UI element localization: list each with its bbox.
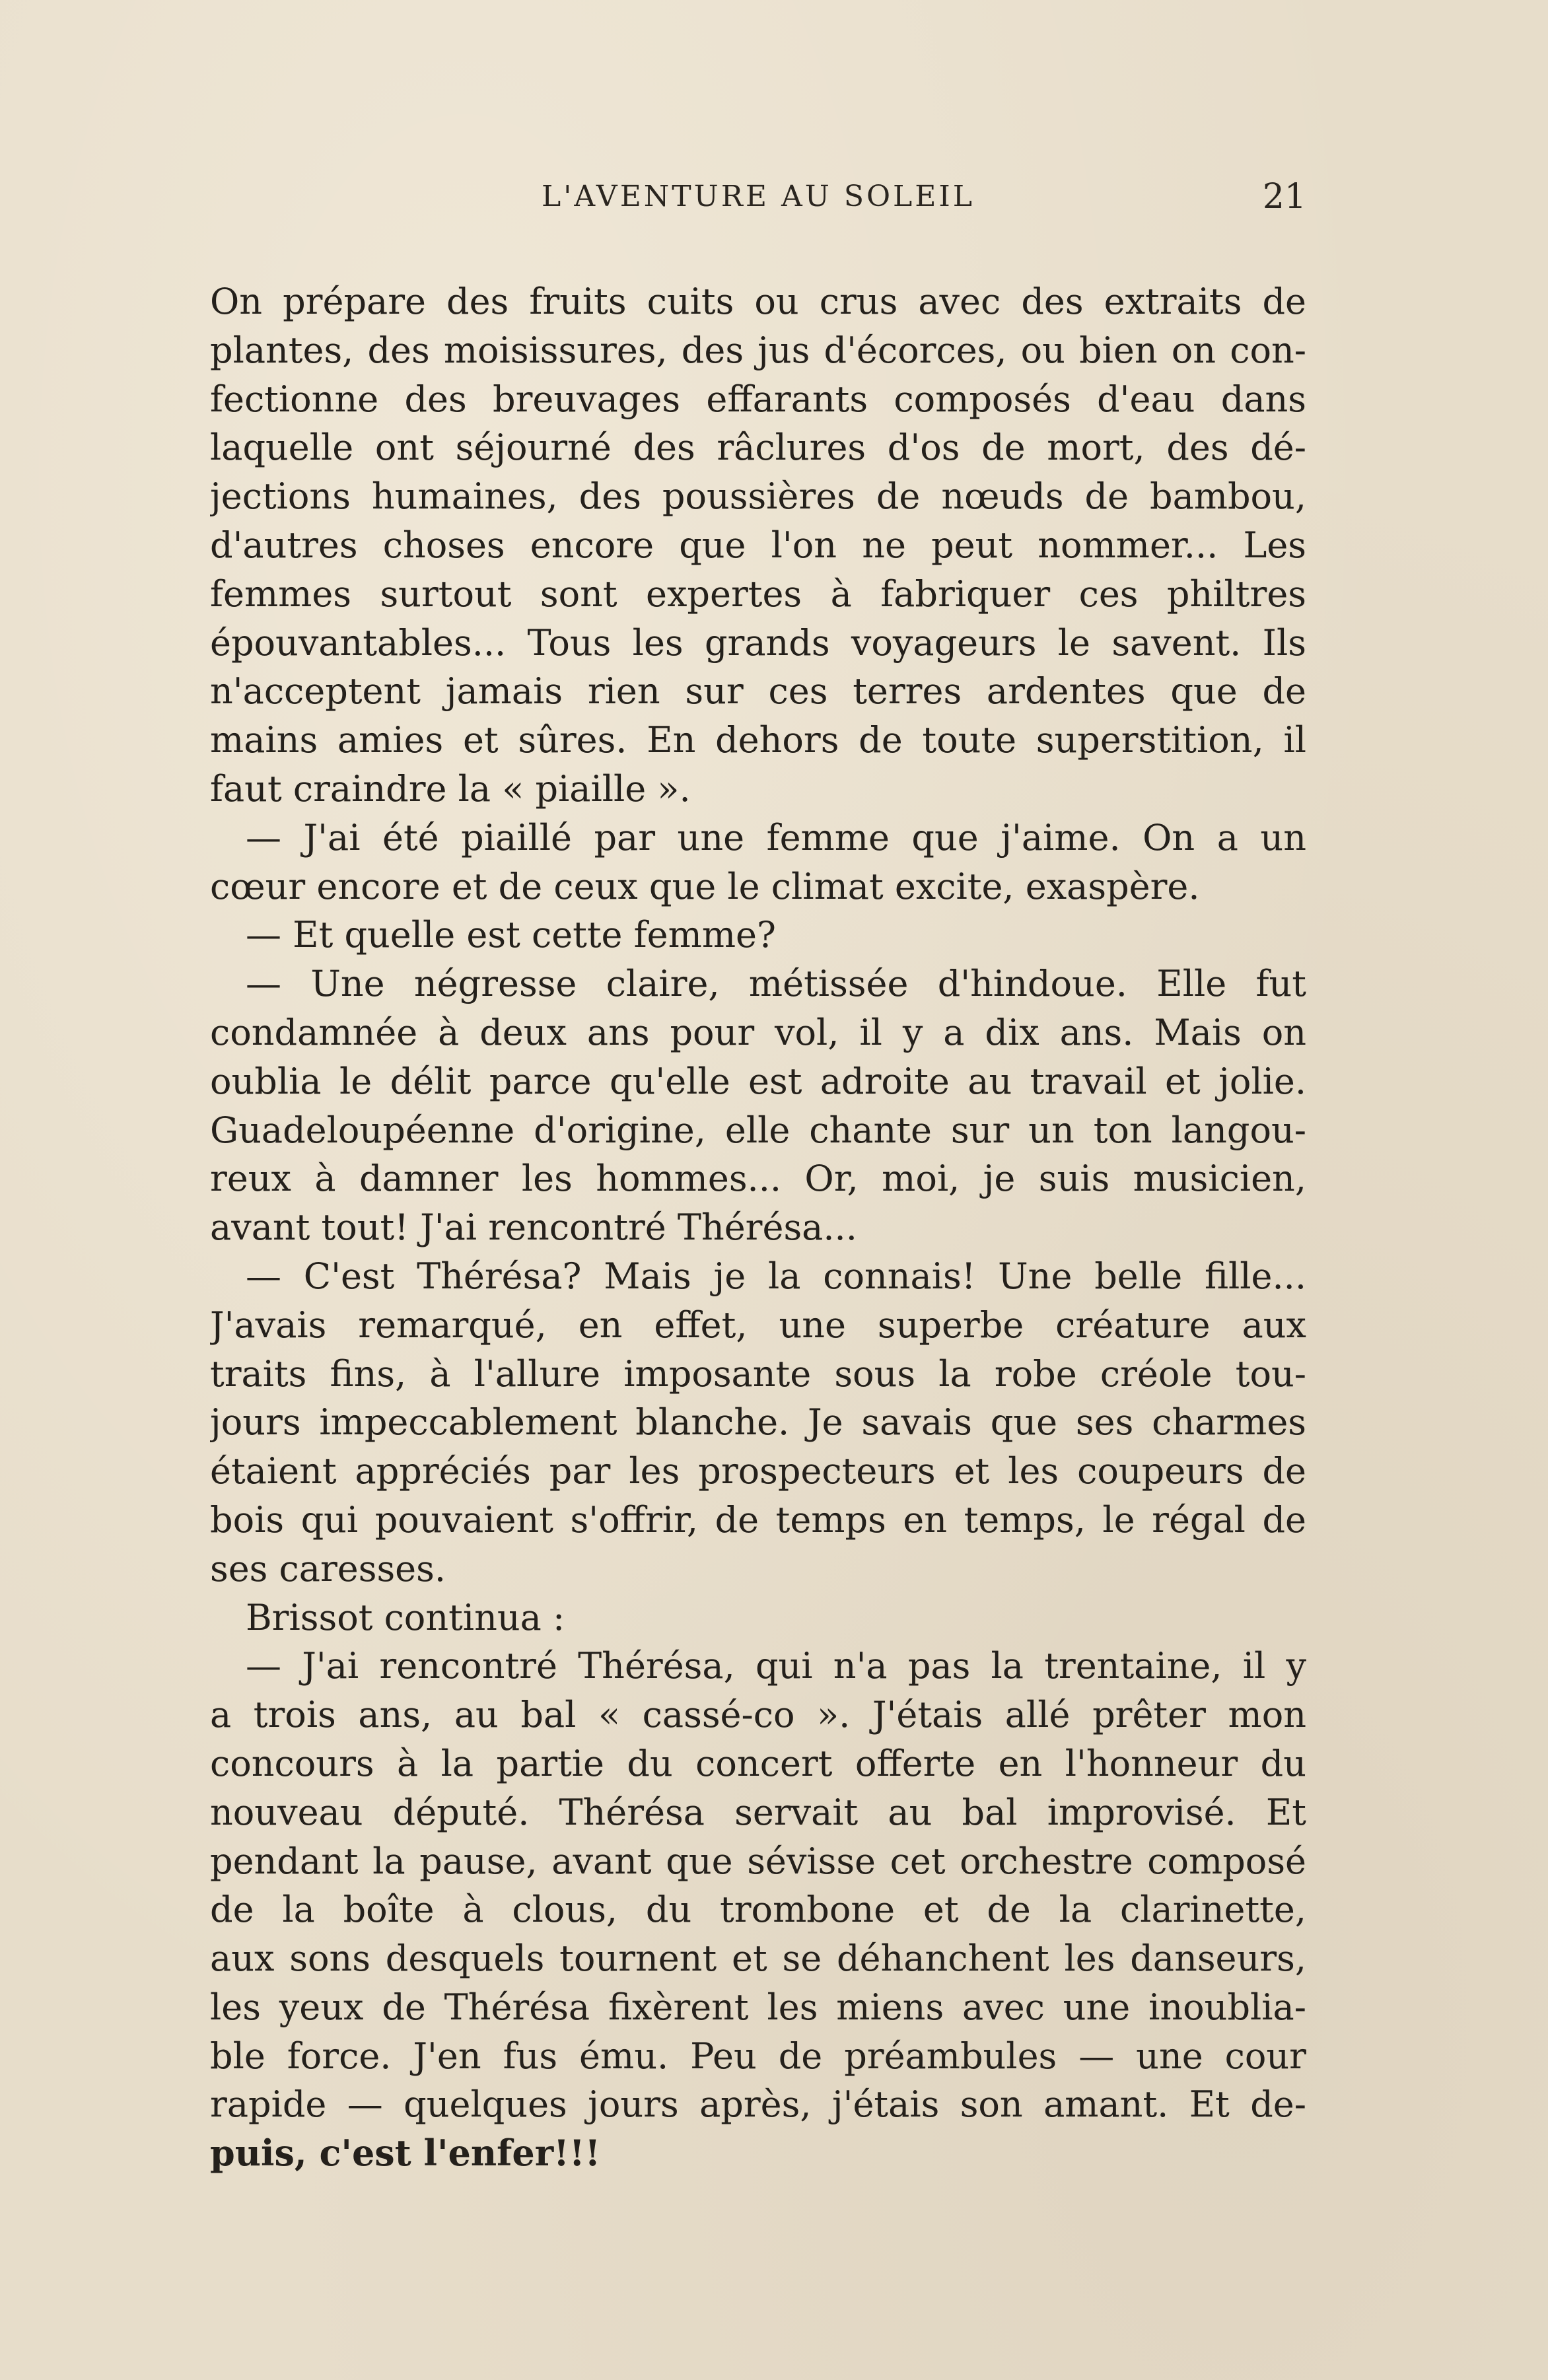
page-number: 21 <box>1262 177 1306 217</box>
text-line: fectionne des breuvages effarants composés d'eau dans <box>210 378 1306 420</box>
text-line: épouvantables... Tous les grands voyageurs le savent. Ils <box>210 621 1306 664</box>
text-line: J'avais remarqué, en effet, une superbe créature aux <box>210 1304 1306 1346</box>
text-line: mains amies et sûres. En dehors de toute superstition, il <box>210 719 1306 761</box>
text-line: plantes, des moisissures, des jus d'écorces, ou bien on con- <box>210 329 1306 371</box>
text-line: Guadeloupéenne d'origine, elle chante sur un ton langou- <box>210 1109 1306 1151</box>
text-line: reux à damner les hommes... Or, moi, je suis musicien, <box>210 1158 1306 1200</box>
text-line: concours à la partie du concert offerte en l'honneur du <box>210 1742 1306 1784</box>
text-line: bois qui pouvaient s'offrir, de temps en temps, le régal de <box>210 1498 1306 1541</box>
text-line: de la boîte à clous, du trombone et de la clarinette, <box>210 1889 1306 1931</box>
text-line: nouveau député. Thérésa servait au bal improvisé. Et <box>210 1791 1306 1833</box>
text-line: jections humaines, des poussières de nœuds de bambou, <box>210 475 1306 518</box>
text-line: a trois ans, au bal « cassé-co ». J'étais allé prêter mon <box>210 1694 1306 1736</box>
text-line: pendant la pause, avant que sévisse cet orchestre composé <box>210 1840 1306 1882</box>
text-line: — J'ai été piaillé par une femme que j'aime. On a un <box>246 816 1306 858</box>
text-line: étaient appréciés par les prospecteurs et les coupeurs de <box>210 1450 1306 1492</box>
text-line: puis, c'est l'enfer!!! <box>210 2132 601 2175</box>
text-line: — J'ai rencontré Thérésa, qui n'a pas la trentaine, il y <box>246 1645 1306 1687</box>
text-line: oublia le délit parce qu'elle est adroite au travail et jolie. <box>210 1060 1306 1102</box>
text-line: Brissot continua : <box>246 1596 565 1638</box>
text-line: les yeux de Thérésa fixèrent les miens avec une inoublia- <box>210 1986 1306 2028</box>
text-line: condamnée à deux ans pour vol, il y a dix ans. Mais on <box>210 1011 1306 1053</box>
running-title: L'AVENTURE AU SOLEIL <box>542 180 975 213</box>
text-line: — Une négresse claire, métissée d'hindoue. Elle fut <box>246 963 1306 1005</box>
text-line: ses caresses. <box>210 1547 446 1590</box>
text-line: femmes surtout sont expertes à fabriquer ces philtres <box>210 573 1306 615</box>
text-line: cœur encore et de ceux que le climat excite, exaspère. <box>210 865 1200 907</box>
text-line: traits fins, à l'allure imposante sous la robe créole tou- <box>210 1352 1306 1395</box>
running-head <box>210 177 1306 226</box>
text-line: jours impeccablement blanche. Je savais que ses charmes <box>210 1401 1306 1444</box>
text-line: n'acceptent jamais rien sur ces terres ardentes que de <box>210 670 1306 713</box>
text-line: — C'est Thérésa? Mais je la connais! Une belle fille... <box>246 1255 1306 1297</box>
text-line: — Et quelle est cette femme? <box>246 914 776 956</box>
text-line: faut craindre la « piaille ». <box>210 767 691 810</box>
body-text <box>210 277 1306 2178</box>
text-line: laquelle ont séjourné des râclures d'os de mort, des dé- <box>210 427 1306 469</box>
text-line: rapide — quelques jours après, j'étais son amant. Et de- <box>210 2083 1306 2126</box>
text-line: On prépare des fruits cuits ou crus avec des extraits de <box>210 281 1306 322</box>
text-line: aux sons desquels tournent et se déhanchent les danseurs, <box>210 1938 1306 1980</box>
text-line: ble force. J'en fus ému. Peu de préambules — une cour <box>210 2035 1306 2077</box>
text-line: avant tout! J'ai rencontré Thérésa... <box>210 1207 857 1249</box>
text-line: d'autres choses encore que l'on ne peut nommer... Les <box>210 524 1306 566</box>
